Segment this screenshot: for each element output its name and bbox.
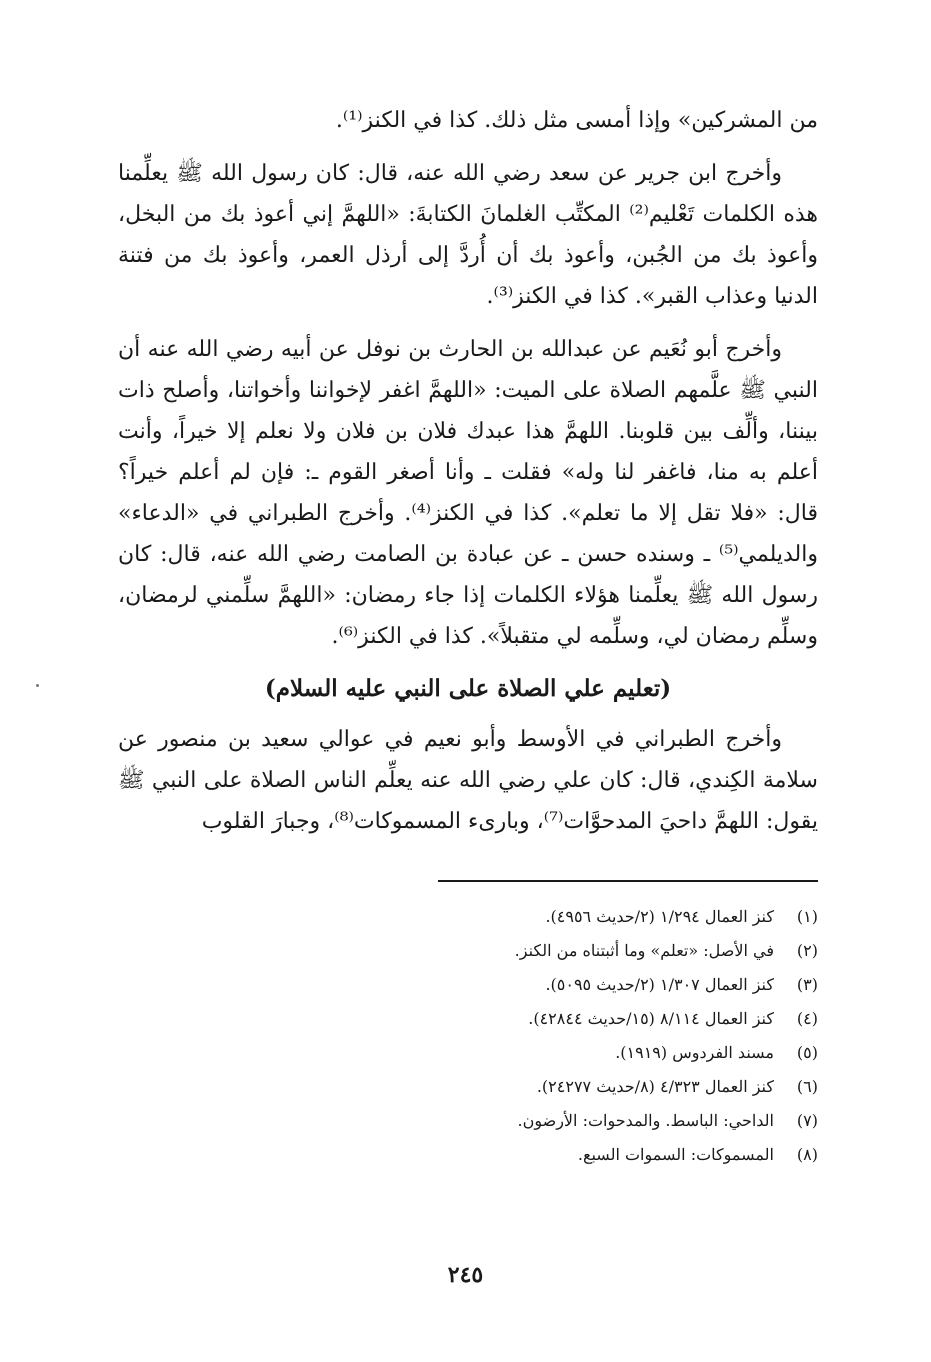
footnote (118, 934, 818, 968)
footnote-number: (٦) (796, 1077, 818, 1096)
footnote (118, 968, 818, 1002)
footnote (118, 1036, 818, 1070)
footnote (118, 900, 818, 934)
footnote (118, 1104, 818, 1138)
footnote-text: في الأصل: «تعلم» وما أثبتناه من الكنز. (514, 941, 774, 960)
footnote-separator (438, 880, 818, 882)
section-heading: (تعليم علي الصلاة على النبي عليه السلام) (264, 675, 672, 702)
footnote-number: (٢) (796, 941, 818, 960)
footnote (118, 1070, 818, 1104)
footnote-number: (٨) (796, 1145, 818, 1164)
footnote (118, 1002, 818, 1036)
footnote-number: (٣) (796, 975, 818, 994)
paragraph-continuation: من المشركين» وإذا أمسى مثل ذلك. كذا في الكنز⁽¹⁾. (335, 108, 818, 133)
footnote-number: (٧) (796, 1111, 818, 1130)
footnote-text: كنز العمال ٨/١١٤ (١٥/حديث ٤٢٨٤٤). (528, 1009, 774, 1028)
page-number: ٢٤٥ (447, 1262, 484, 1288)
footnote-text: كنز العمال ١/٢٩٤ (٢/حديث ٤٩٥٦). (545, 907, 774, 926)
paragraph-abu-nuaym: وأخرج أبو نُعَيم عن عبدالله بن الحارث بن نوفل عن أبيه رضي الله عنه أن النبي ﷺ علَّمهم الصلاة على الميت: «اللهمَّ اغفر لإخواننا وأخواتنا، وأصلح ذات بيننا، وألِّف بين قلوبنا. اللهمَّ هذا عبدك فلان بن فلان ولا نعلم إلا خيراً، وأنت أعلم به منا، فاغفر لنا وله» فقلت ـ وأنا أصغر القوم ـ: فإن لم أعلم خيراً؟ قال: «فلا تقل إلا ما تعلم». كذا في الكنز⁽⁴⁾. وأخرج الطبراني في «الدعاء» والديلمي⁽⁵⁾ ـ وسنده حسن ـ عن عبادة بن الصامت رضي الله عنه، قال: كان رسول الله ﷺ يعلِّمنا هؤلاء الكلمات إذا جاء رمضان: «اللهمَّ سلِّمني لرمضان، وسلِّم رمضان لي، وسلِّمه لي متقبلاً». كذا في الكنز⁽⁶⁾. (118, 337, 818, 649)
page-body (118, 100, 818, 1172)
footnote-text: الداحي: الباسط. والمدحوات: الأرضون. (517, 1111, 774, 1130)
footnote-text: كنز العمال ١/٣٠٧ (٢/حديث ٥٠٩٥). (545, 975, 774, 994)
paragraph-tabarani: وأخرج الطبراني في الأوسط وأبو نعيم في عوالي سعيد بن منصور عن سلامة الكِندي، قال: كان علي رضي الله عنه يعلِّم الناس الصلاة على النبي ﷺ يقول: اللهمَّ داحيَ المدحوَّات⁽⁷⁾، وبارىء المسموكات⁽⁸⁾، وجبارَ القلوب (118, 727, 818, 834)
footnote-text: المسموكات: السموات السبع. (577, 1145, 774, 1164)
margin-mark (36, 684, 39, 687)
footnote-number: (١) (796, 907, 818, 926)
footnote (118, 1138, 818, 1172)
paragraph-ibn-jarir: وأخرج ابن جرير عن سعد رضي الله عنه، قال: كان رسول الله ﷺ يعلِّمنا هذه الكلمات تَعْليم⁽²⁾ المكتِّب الغلمانَ الكتابةَ: «اللهمَّ إني أعوذ بك من البخل، وأعوذ بك من الجُبن، وأعوذ بك أن أُردَّ إلى أرذل العمر، وأعوذ بك من فتنة الدنيا وعذاب القبر». كذا في الكنز⁽³⁾. (118, 161, 818, 309)
footnote-number: (٤) (796, 1009, 818, 1028)
footnote-number: (٥) (796, 1043, 818, 1062)
footnote-text: كنز العمال ٤/٣٢٣ (٨/حديث ٢٤٢٧٧). (536, 1077, 774, 1096)
footnotes-list (118, 900, 818, 1172)
footnote-text: مسند الفردوس (١٩١٩). (615, 1043, 774, 1062)
